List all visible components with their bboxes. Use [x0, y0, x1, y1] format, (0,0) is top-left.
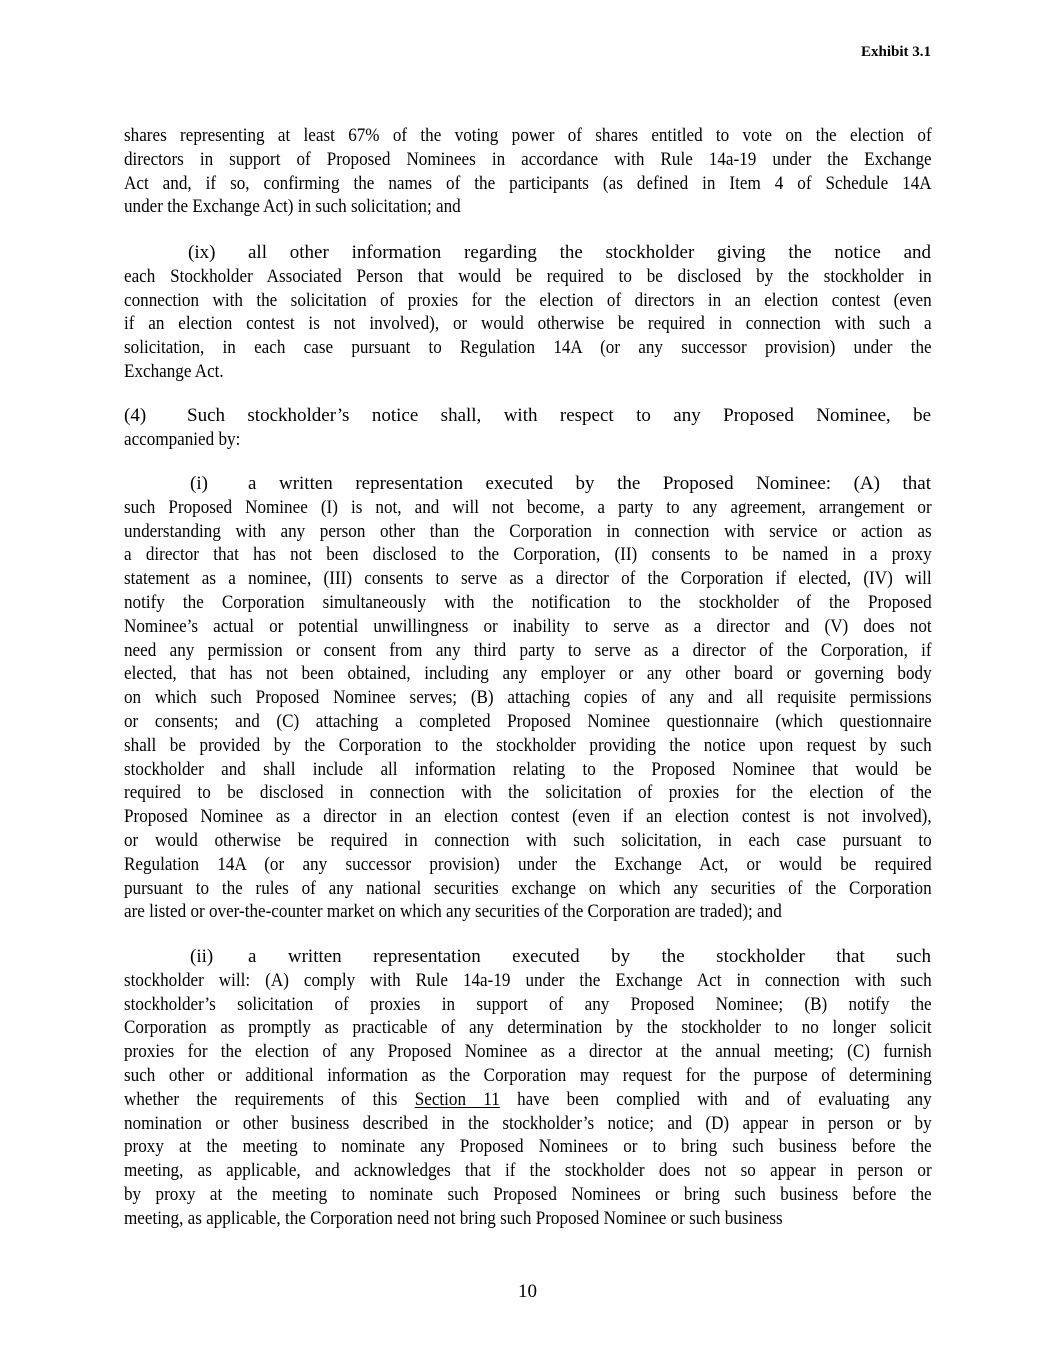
text-line	[124, 1207, 931, 1231]
text-line	[124, 1112, 931, 1136]
exhibit-label: Exhibit 3.1	[860, 44, 931, 60]
paragraph-item-4	[124, 404, 931, 452]
text-line	[124, 496, 931, 520]
text-line	[124, 1159, 931, 1183]
line-text: all other information regarding the stockholder giving the notice and	[248, 242, 931, 263]
text-line	[124, 472, 931, 496]
line-text: Such stockholder’s notice shall, with respect to any Proposed Nominee, be	[187, 405, 931, 426]
text-line	[124, 567, 931, 591]
line-text: under the Exchange Act) in such solicitation; and	[124, 196, 461, 218]
text-line	[124, 265, 931, 289]
line-text: meeting, as applicable, the Corporation need not bring such Proposed Nominee or such business	[124, 1207, 783, 1229]
text-line	[124, 993, 931, 1017]
text-line	[124, 1088, 931, 1112]
text-line	[124, 900, 931, 924]
text-line	[124, 591, 931, 615]
line-text: a director that has not been disclosed to the Corporation, (II) consents to be named in a proxy	[124, 544, 932, 566]
line-text: stockholder’s solicitation of proxies in support of any Proposed Nominee; (B) notify the	[124, 993, 932, 1015]
text-line	[124, 336, 931, 360]
line-text: each Stockholder Associated Person that would be required to be disclosed by the stockholder in	[124, 265, 932, 287]
text-line	[124, 1064, 931, 1088]
text-line	[124, 195, 931, 219]
text-line	[124, 758, 931, 782]
line-text: have been complied with and of evaluating any	[517, 1088, 932, 1110]
text-line	[124, 289, 931, 313]
line-text: on which such Proposed Nominee serves; (B) attaching copies of any and all requisite permissions	[124, 687, 932, 709]
line-text: Proposed Nominee as a director in an election contest (even if an election contest is not involved),	[124, 806, 932, 828]
line-text: or consents; and (C) attaching a completed Proposed Nominee questionnaire (which questionnaire	[124, 710, 932, 732]
text-line	[124, 312, 931, 336]
text-line	[124, 360, 931, 384]
line-text: a written representation executed by the stockholder that such	[248, 946, 931, 967]
line-text: notify the Corporation simultaneously with the notification to the stockholder of the Proposed	[124, 591, 932, 613]
text-line	[124, 404, 931, 428]
text-line	[124, 1183, 931, 1207]
line-text: Act and, if so, confirming the names of the participants (as defined in Item 4 of Schedule 14A	[124, 172, 932, 194]
text-line	[124, 945, 931, 969]
line-text: Nominee’s actual or potential unwillingness or inability to serve as a director and (V) does not	[124, 615, 932, 637]
line-text: nomination or other business described in the stockholder’s notice; and (D) appear in person or by	[124, 1112, 932, 1134]
line-text: stockholder and shall include all information relating to the Proposed Nominee that would be	[124, 758, 932, 780]
line-text: pursuant to the rules of any national securities exchange on which any securities of the Corporation	[124, 877, 932, 899]
text-line	[124, 829, 931, 853]
line-text: by proxy at the meeting to nominate such Proposed Nominees or bring such business before the	[124, 1183, 932, 1205]
text-line	[124, 520, 931, 544]
text-line	[124, 124, 931, 148]
list-marker: (ix)	[188, 242, 216, 263]
line-text: directors in support of Proposed Nominees in accordance with Rule 14a-19 under the Exchange	[124, 148, 932, 170]
line-text: shall be provided by the Corporation to the stockholder providing the notice upon request by such	[124, 734, 932, 756]
line-text: proxies for the election of any Proposed Nominee as a director at the annual meeting; (C) furnish	[124, 1041, 932, 1063]
text-line	[124, 805, 931, 829]
page-number: 10	[518, 1281, 537, 1302]
text-line	[124, 543, 931, 567]
text-line	[124, 428, 931, 452]
line-text: proxy at the meeting to nominate any Proposed Nominees or to bring such business before the	[124, 1136, 932, 1158]
text-line	[124, 686, 931, 710]
line-text: elected, that has not been obtained, including any employer or any other board or governing body	[124, 663, 932, 685]
text-line	[124, 1040, 931, 1064]
line-text: need any permission or consent from any third party to serve as a director of the Corporation, if	[124, 639, 932, 661]
line-text: shares representing at least 67% of the voting power of shares entitled to vote on the election of	[124, 125, 932, 146]
line-text: a written representation executed by the Proposed Nominee: (A) that	[248, 473, 931, 494]
list-marker: (ii)	[190, 946, 214, 967]
line-text: connection with the solicitation of proxies for the election of directors in an election contest (even	[124, 289, 932, 311]
line-text: understanding with any person other than the Corporation in connection with service or action as	[124, 520, 932, 542]
line-text: required to be disclosed in connection with the solicitation of proxies for the election of the	[124, 782, 932, 804]
line-text: such Proposed Nominee (I) is not, and will not become, a party to any agreement, arrangement or	[124, 496, 932, 518]
text-line	[124, 710, 931, 734]
list-marker: (i)	[190, 473, 208, 494]
text-line	[124, 781, 931, 805]
line-text: accompanied by:	[124, 428, 241, 450]
line-text: Corporation as promptly as practicable of any determination by the stockholder to no longer solicit	[124, 1017, 932, 1039]
line-text: are listed or over-the-counter market on which any securities of the Corporation are traded); and	[124, 901, 782, 923]
text-line	[124, 1016, 931, 1040]
line-text: Exchange Act.	[124, 360, 224, 382]
line-text: such other or additional information as the Corporation may request for the purpose of determining	[124, 1064, 932, 1086]
line-text: whether the requirements of this	[124, 1088, 398, 1110]
line-text: or would otherwise be required in connection with such solicitation, in each case pursuant to	[124, 829, 932, 851]
paragraph-item-i	[124, 472, 931, 924]
line-text: statement as a nominee, (III) consents to serve as a director of the Corporation if elected, (IV) will	[124, 568, 932, 590]
line-text: Regulation 14A (or any successor provision) under the Exchange Act, or would be required	[124, 853, 932, 875]
text-line	[124, 877, 931, 901]
paragraph-continuation	[124, 124, 931, 219]
line-text	[124, 1089, 932, 1110]
line-text: meeting, as applicable, and acknowledges that if the stockholder does not so appear in person or	[124, 1160, 932, 1182]
text-line	[124, 172, 931, 196]
list-marker: (4)	[124, 405, 147, 426]
line-text: solicitation, in each case pursuant to Regulation 14A (or any successor provision) under the	[124, 337, 932, 359]
paragraph-item-ix	[124, 241, 931, 384]
text-line	[124, 241, 931, 265]
line-text: if an election contest is not involved), or would otherwise be required in connection with such a	[124, 313, 932, 335]
text-line	[124, 853, 931, 877]
text-line	[124, 639, 931, 663]
text-line	[124, 734, 931, 758]
section-reference-link[interactable]: Section 11	[414, 1088, 500, 1110]
paragraph-item-ii	[124, 945, 931, 1231]
text-line	[124, 148, 931, 172]
text-line	[124, 1135, 931, 1159]
text-line	[124, 615, 931, 639]
text-line	[124, 969, 931, 993]
line-text: stockholder will: (A) comply with Rule 14a-19 under the Exchange Act in connection with such	[124, 969, 932, 991]
text-line	[124, 662, 931, 686]
